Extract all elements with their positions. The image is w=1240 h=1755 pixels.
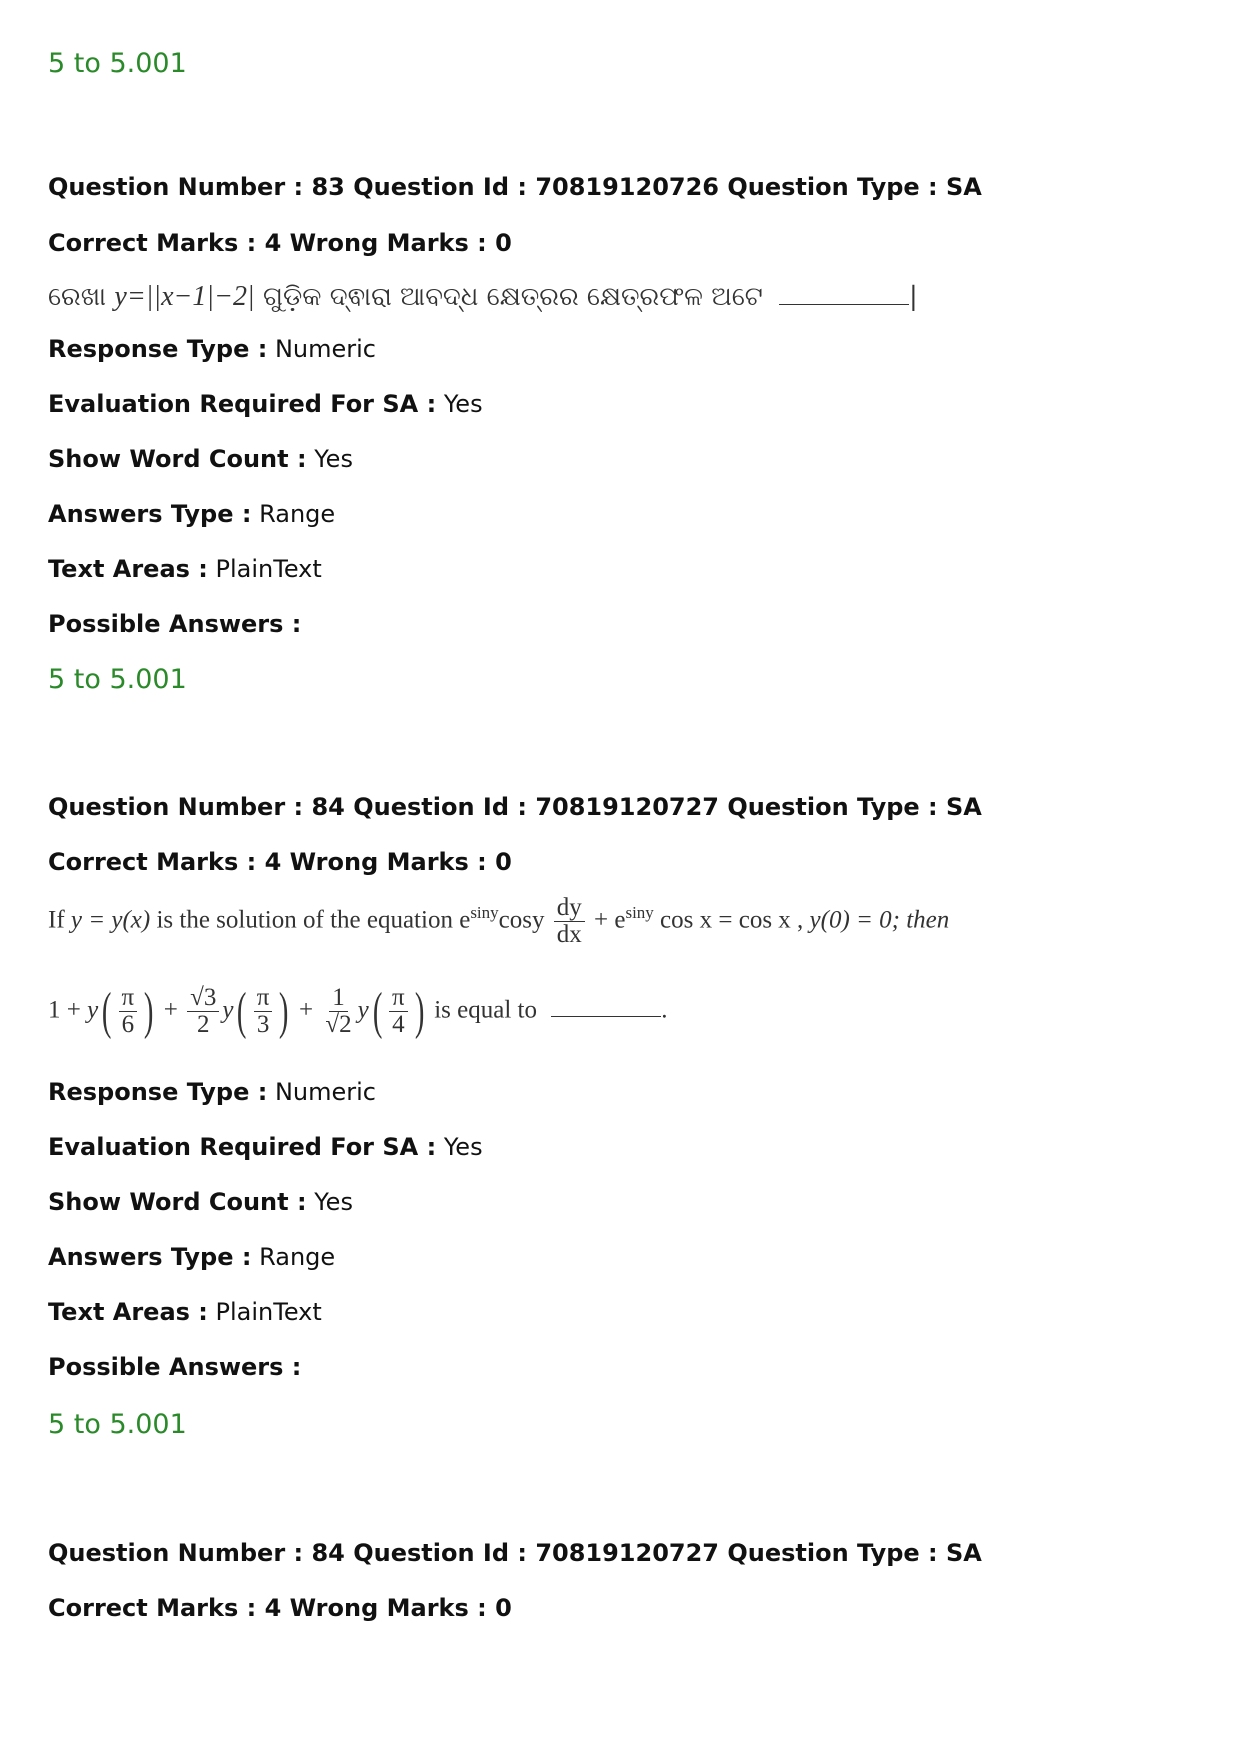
- field-response-type: Response Type : Numeric: [48, 1078, 376, 1106]
- previous-possible-answer: 5 to 5.001: [48, 48, 187, 79]
- field-possible-answers: Possible Answers :: [48, 610, 302, 638]
- field-text-areas: Text Areas : PlainText: [48, 555, 322, 583]
- field-possible-answers: Possible Answers :: [48, 1353, 302, 1381]
- question-84-text-line1: If y = y(x) is the solution of the equation $e^{siny}\cos y$ $\frac{dy}{dx}$ + $e^{siny}$ cos x = cos x , y(0) = 0; then: [48, 894, 950, 949]
- field-show-word-count: Show Word Count : Yes: [48, 445, 353, 473]
- field-evaluation-required: Evaluation Required For SA : Yes: [48, 390, 483, 418]
- question-84b-header: Question Number : 84 Question Id : 70819120727 Question Type : SA: [48, 1539, 982, 1567]
- question-83-marks: Correct Marks : 4 Wrong Marks : 0: [48, 229, 512, 257]
- question-83-text-prefix: ରେଖା: [48, 282, 107, 312]
- answer-blank: [779, 282, 909, 305]
- question-83-possible-answer: 5 to 5.001: [48, 664, 187, 695]
- field-evaluation-required: Evaluation Required For SA : Yes: [48, 1133, 483, 1161]
- question-84-header: Question Number : 84 Question Id : 70819120727 Question Type : SA: [48, 793, 982, 821]
- question-83-text-suffix: ଗୁଡ଼ିକ ଦ୍ଵାରା ଆବଦ୍ଧ କ୍ଷେତ୍ରର କ୍ଷେତ୍ରଫଳ ଅଟେ: [262, 282, 763, 312]
- question-83-equation: y=||x−1|−2|: [114, 281, 255, 312]
- question-84-text-line2: 1 + y( $\frac{\pi}{6}$ ) + $\frac{√3}{2}$ y( $\frac{\pi}{3}$ ) + $\frac{1}{√2}$ y( $\frac{\pi}{4}$ ) is equal to .: [48, 982, 668, 1040]
- answer-blank: [551, 994, 661, 1017]
- field-text-areas: Text Areas : PlainText: [48, 1298, 322, 1326]
- field-show-word-count: Show Word Count : Yes: [48, 1188, 353, 1216]
- question-83-text-end: |: [909, 282, 918, 312]
- field-answers-type: Answers Type : Range: [48, 1243, 336, 1271]
- field-response-type: Response Type : Numeric: [48, 335, 376, 363]
- question-84-marks: Correct Marks : 4 Wrong Marks : 0: [48, 848, 512, 876]
- question-83-text: [48, 277, 918, 317]
- question-83-header: Question Number : 83 Question Id : 70819120726 Question Type : SA: [48, 173, 982, 201]
- field-answers-type: Answers Type : Range: [48, 500, 336, 528]
- question-84-possible-answer: 5 to 5.001: [48, 1409, 187, 1440]
- question-84b-marks: Correct Marks : 4 Wrong Marks : 0: [48, 1594, 512, 1622]
- dy-dx-fraction: $\frac{dy}{dx}$: [554, 895, 585, 949]
